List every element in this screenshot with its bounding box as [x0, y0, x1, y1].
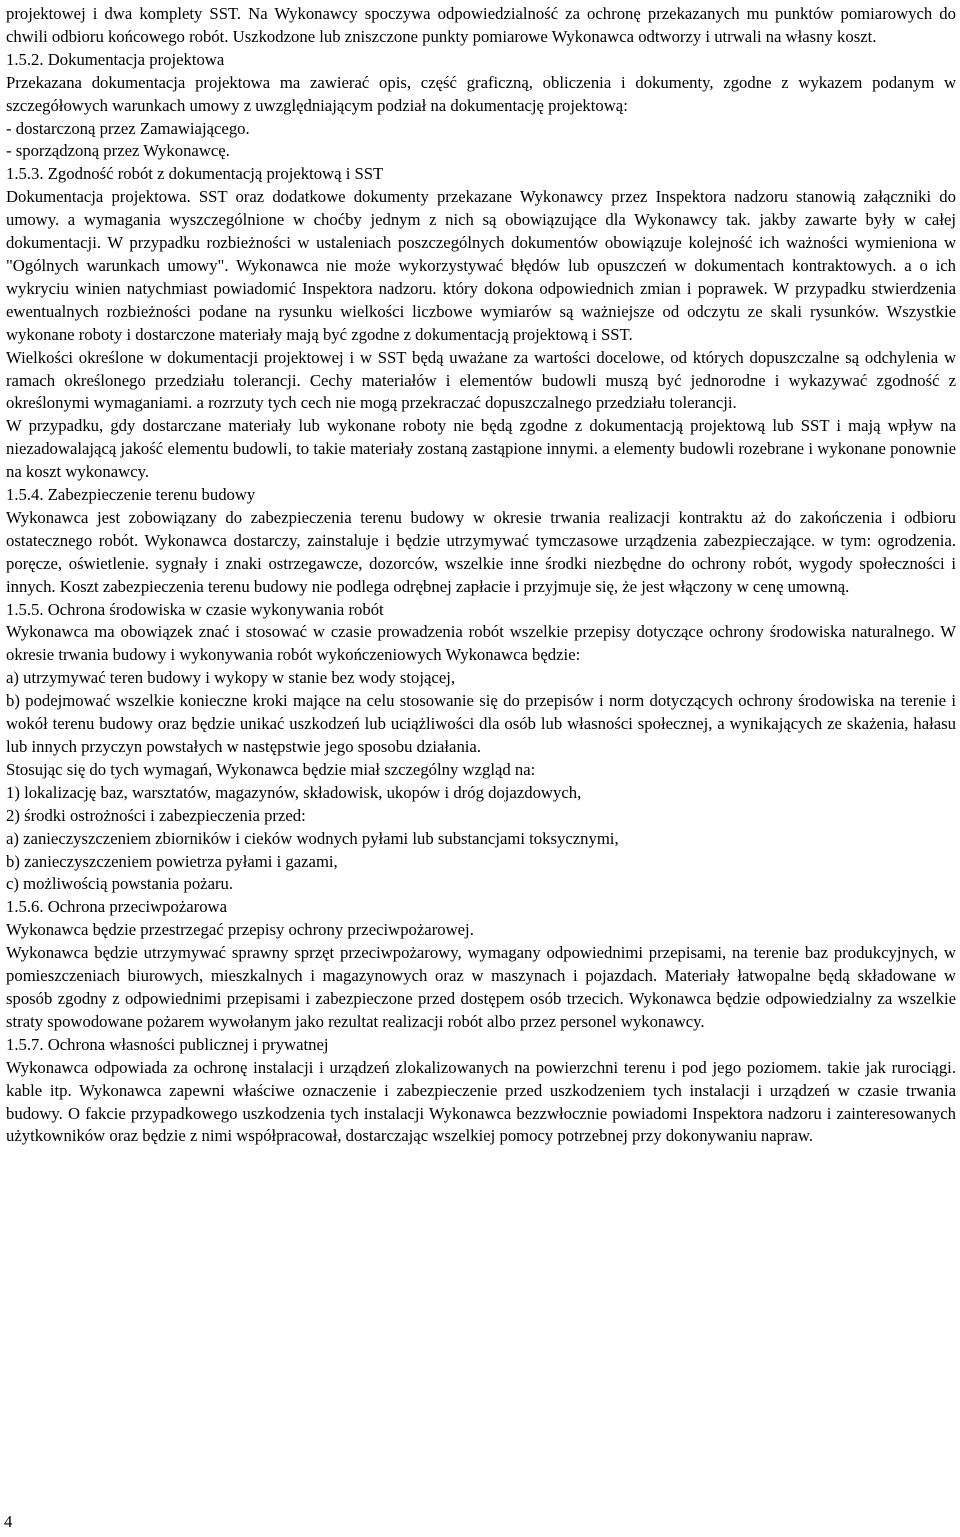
list-item-1: 1) lokalizację baz, warsztatów, magazynów, składowisk, ukopów i dróg dojazdowych,: [6, 782, 582, 802]
sentence: jakby zawarte były w całej dokumentacji.: [6, 210, 957, 253]
sentence: Wykonawca nie może wykorzystywać błędów lub opuszczeń w dokumentach kontraktowych.: [236, 255, 897, 275]
section-1-5-7-heading: 1.5.7. Ochrona własności publicznej i prywatnej: [6, 1034, 329, 1054]
list-item-2b: b) zanieczyszczeniem powietrza pyłami i gazami,: [6, 851, 338, 871]
section-1-5-6-heading: 1.5.6. Ochrona przeciwpożarowa: [6, 897, 228, 917]
sentence: poręcze, oświetlenie.: [6, 553, 149, 573]
sentence: Przekazana dokumentacja projektowa ma zawierać opis, część graficzną, obliczenia i dokumenty, zgodne z wykazem podanym w szczegółowych warunkach umowy z uwzględniającym podział na dokumentację projektową:: [6, 72, 956, 115]
list-item-b: [6, 690, 956, 759]
sentence: Wielkości określone w dokumentacji projektowej i w SST będą uważane za wartości docelowe, od których dopuszczalne są odchylenia w ramach określonego przedziału tolerancji.: [6, 347, 956, 390]
list-item-2a: a) zanieczyszczeniem zbiorników i cieków wodnych pyłami lub substancjami toksycznymi,: [6, 828, 619, 848]
sentence: Wykonawca odpowiada za ochronę instalacji i urządzeń zlokalizowanych na powierzchni terenu i pod jego poziomem.: [6, 1057, 822, 1077]
sentence: Wykonawca zapewni właściwe oznaczenie i zabezpieczenie przed uszkodzeniem tych instalacji i urządzeń w czasie trwania budowy.: [6, 1080, 956, 1123]
section-1-5-4-paragraph: [6, 507, 956, 599]
sentence: b) podejmować wszelkie konieczne kroki mające na celu stosowanie się do przepisów i norm dotyczących ochrony środowiska na terenie i wokół terenu budowy oraz będzie unikać uszkodzeń lub uciążliwości dla osób lub własności społecznej, a wynikających ze skażenia, hałasu lub innych przyczyn powstałych w następstwie jego sposobu działania.: [6, 691, 956, 756]
document-body: [6, 3, 956, 1148]
sentence: Dokumentacja projektowa.: [6, 187, 191, 207]
section-1-5-7-paragraph: [6, 1057, 956, 1149]
list-item-2c: c) możliwością powstania pożaru.: [6, 874, 234, 894]
section-1-5-3-paragraph-3: [6, 415, 956, 484]
list-item-wykonawca: - sporządzoną przez Wykonawcę.: [6, 141, 230, 161]
sentence: Wykonawca dostarczy, zainstaluje i będzie utrzymywać tymczasowe urządzenia zabezpieczające.: [144, 530, 816, 550]
sentence: kable itp.: [6, 1080, 72, 1100]
list-item-zamawiajacy: - dostarczoną przez Zamawiającego.: [6, 118, 250, 138]
section-1-5-2-paragraph: [6, 72, 956, 118]
sentence: sygnały i znaki ostrzegawcze, dozorców, wszelkie inne środki niezbędne do ochrony robót, wygody społeczności i innych.: [6, 553, 957, 596]
sentence: Uszkodzone lub zniszczone punkty pomiarowe Wykonawca odtworzy i utrwali na własny koszt.: [232, 26, 877, 46]
sentence: który dokona odpowiednich zmian i poprawek.: [442, 278, 768, 298]
sentence: Koszt zabezpieczenia terenu budowy nie podlega odrębnej zapłacie i przyjmuje się, że jest włączony w cenę umowną.: [59, 576, 850, 596]
sentence: w tym: ogrodzenia.: [821, 530, 956, 550]
sentence: a o ich wykryciu winien natychmiast powiadomić Inspektora nadzoru.: [6, 255, 957, 298]
sentence: W przypadku stwierdzenia ewentualnych rozbieżności podane na rysunku wielkości liczbowe wymiarów są ważniejsze od odczytu ze skali rysunków.: [6, 278, 957, 321]
sentence: SST oraz dodatkowe dokumenty przekazane Wykonawcy przez Inspektora nadzoru stanowią załączniki do umowy.: [6, 187, 956, 230]
sentence: W przypadku rozbieżności w ustaleniach poszczególnych dokumentów obowiązuje kolejność ich ważności wymieniona w "Ogólnych warunkach umowy".: [6, 233, 956, 275]
section-1-5-5-paragraph: [6, 621, 956, 667]
sentence: Wykonawca będzie utrzymywać sprawny sprzęt przeciwpożarowy, wymagany odpowiednimi przepisami, na terenie baz produkcyjnych, w pomieszczeniach biurowych, mieszkalnych i magazynowych oraz w maszynach i pojazdach.: [6, 943, 956, 986]
section-1-5-6-line: Wykonawca będzie przestrzegać przepisy ochrony przeciwpożarowej.: [6, 920, 474, 940]
section-1-5-3-heading: 1.5.3. Zgodność robót z dokumentacją projektową i SST: [6, 164, 384, 184]
sentence: O fakcie przypadkowego uszkodzenia tych instalacji Wykonawca bezzwłocznie powiadomi Inspektora nadzoru i zainteresowanych użytkowników oraz będzie z nimi współpracował, dostarczając wszelkiej pomocy potrzebnej przy dokonywaniu napraw.: [6, 1103, 957, 1146]
page-number: 4: [4, 1512, 13, 1531]
sentence: W okresie trwania budowy i wykonywania robót wykończeniowych Wykonawca będzie:: [6, 622, 956, 665]
section-1-5-3-paragraph-2: [6, 347, 956, 416]
sentence: W przypadku, gdy dostarczane materiały lub wykonane roboty nie będą zgodne z dokumentacją projektową lub SST i mają wpływ na niezadowalającą jakość elementu budowli, to takie materiały zostaną zastąpione innymi.: [6, 416, 956, 459]
list-item-a: a) utrzymywać teren budowy i wykopy w stanie bez wody stojącej,: [6, 668, 456, 688]
section-1-5-4-heading: 1.5.4. Zabezpieczenie terenu budowy: [6, 485, 256, 505]
section-1-5-5-heading: 1.5.5. Ochrona środowiska w czasie wykonywania robót: [6, 599, 384, 619]
intro-paragraph: [6, 3, 956, 49]
sentence: takie jak rurociągi.: [827, 1057, 956, 1077]
sentence: Wykonawca ma obowiązek znać i stosować w czasie prowadzenia robót wszelkie przepisy dotyczące ochrony środowiska naturalnego.: [6, 622, 935, 642]
sentence: a rozrzuty tych cech nie mogą przekraczać dopuszczalnego przedziału tolerancji.: [196, 393, 737, 413]
section-1-5-2-heading: 1.5.2. Dokumentacja projektowa: [6, 49, 225, 69]
sentence: Wszystkie wykonane roboty i dostarczone materiały mają być zgodne z dokumentacją projektową i SST.: [6, 301, 957, 344]
list-item-2: 2) środki ostrożności i zabezpieczenia przed:: [6, 805, 306, 825]
sentence: Wykonawca będzie odpowiedzialny za wszelkie straty spowodowane pożarem wywołanym jako rezultat realizacji robót albo przez personel wykonawcy.: [6, 988, 956, 1031]
sentence: projektowej i dwa komplety SST. Na Wykonawcy spoczywa odpowiedzialność za ochronę przekazanych mu punktów pomiarowych do chwili odbioru końcowego robót.: [6, 4, 956, 46]
sentence: Wykonawca jest zobowiązany do zabezpieczenia terenu budowy w okresie trwania realizacji kontraktu aż do zakończenia i odbioru ostatecznego robót.: [6, 507, 956, 550]
sentence: a wymagania wyszczególnione w choćby jednym z nich są obowiązujące dla Wykonawcy tak.: [67, 210, 751, 230]
section-1-5-3-paragraph-1: [6, 186, 956, 346]
sentence: a elementy budowli rozebrane i wykonane ponownie na koszt wykonawcy.: [6, 439, 956, 482]
requirements-intro: Stosując się do tych wymagań, Wykonawca będzie miał szczególny wzgląd na:: [6, 759, 536, 779]
section-1-5-6-paragraph: [6, 942, 956, 1034]
sentence: Materiały łatwopalne będą składowane w sposób zgodny z odpowiednimi przepisami i zabezpieczone przed dostępem osób trzecich.: [6, 966, 956, 1008]
sentence: Cechy materiałów i elementów budowli muszą być jednorodne i wykazywać zgodność z określonymi wymaganiami.: [6, 370, 956, 413]
